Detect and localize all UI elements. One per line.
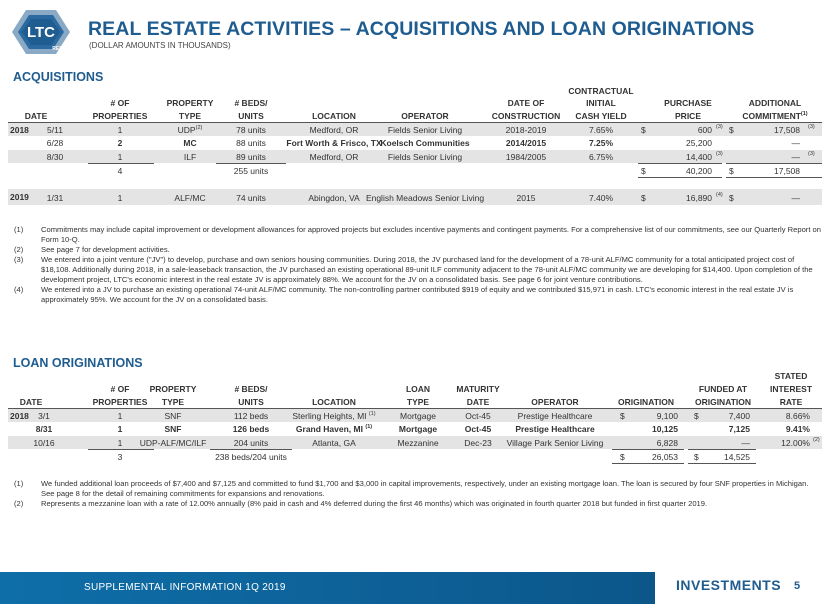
loan-row-maturity: Oct-45 (464, 424, 492, 434)
loan-row-currency: $ (694, 411, 699, 421)
loan-row-location-text: Grand Haven, MI (295, 424, 363, 434)
footer-section: INVESTMENTS (676, 577, 782, 593)
loan-footnote-text: Represents a mezzanine loan with a rate of 12.00% annually (8% paid in cash and 4% deferred during the first 46 months) which was originated in fourth quarter 2018 but funded in first quarter 2019. (41, 499, 708, 508)
acq-total-rule (216, 163, 286, 164)
page-number: 5 (794, 580, 801, 592)
acq-col-operator: OPERATOR (401, 111, 449, 121)
acq-col-beds-line1: # BEDS/ (234, 98, 268, 108)
loan-total-currency: $ (694, 452, 699, 462)
acq-col-props-line2: PROPERTIES (92, 111, 148, 121)
acq-row-price: 600 (697, 125, 712, 135)
loan-row-rate: 8.66% (785, 411, 810, 421)
acq-2019-price-sup: (4) (716, 192, 723, 198)
loan-col-operator: OPERATOR (531, 397, 579, 407)
acq-row-location: Medford, OR (309, 125, 359, 135)
acq-row-operator: Koelsch Communities (380, 138, 470, 148)
acq-footnote-num: (4) (14, 285, 24, 294)
acq-total-units: 255 units (233, 166, 269, 176)
loan-row-location-sup: (1) (368, 411, 376, 418)
acq-2019-currency: $ (729, 193, 734, 203)
acq-row-construction: 2018-2019 (505, 125, 547, 135)
acq-row-currency: $ (729, 125, 734, 135)
loan-total-funded: 14,525 (724, 452, 750, 462)
acq-row-props: 1 (117, 125, 123, 135)
loan-row-funded: — (741, 438, 750, 448)
acq-2019-year: 2019 (10, 192, 29, 202)
loan-row-operator: Prestige Healthcare (517, 411, 593, 421)
acq-col-props-line1: # OF (110, 98, 130, 108)
acq-row-operator: Fields Senior Living (387, 152, 463, 162)
loans-heading: LOAN ORIGINATIONS (13, 356, 143, 370)
acq-footnote-text: We entered into a joint venture ("JV") to develop, purchase and own seniors housing communities. During 2018, the JV purchased land for the development of a 78-unit ALF/MC community for a total anticipated project cost of $18,108. Additionally during 2018, in a sale-leaseback transaction, the JV purchased an existing operational 89-unit ILF community adjacent to the 78-unit ALF/MC community we are developing for $14,400. Upon completion of the development project, LTC's economic interest in the real estate JV is approximately 88%. We account for the JV on a consolidated basis. See page 6 for joint venture contributions. (41, 255, 813, 284)
loan-row-location: Atlanta, GA (312, 438, 356, 448)
loan-row-location-text: Sterling Heights, MI (292, 411, 367, 421)
loan-footnote-num: (1) (14, 479, 24, 488)
loan-col-funded-line1: FUNDED AT (698, 384, 748, 394)
acq-footnote-num: (1) (14, 225, 24, 234)
acq-row-operator: Fields Senior Living (387, 125, 463, 135)
loan-col-maturity-line1: MATURITY (456, 384, 500, 394)
acq-total-rule (88, 163, 154, 164)
loan-row-maturity: Dec-23 (464, 438, 492, 448)
acq-col-commit-line2 (742, 111, 807, 122)
acq-row-type-sup: (2) (195, 125, 203, 132)
acq-row-units: 88 units (236, 138, 266, 148)
acq-footnote-num: (3) (14, 255, 24, 264)
acq-col-beds-line2: UNITS (238, 111, 264, 121)
loan-row-currency: $ (620, 411, 625, 421)
loan-col-props-line2: PROPERTIES (92, 397, 148, 407)
acq-col-price-line2: PRICE (675, 111, 701, 121)
loan-row-props: 1 (117, 411, 123, 421)
acq-row-type: ILF (183, 152, 197, 162)
acq-col-location: LOCATION (312, 111, 356, 121)
page-subtitle: (DOLLAR AMOUNTS IN THOUSANDS) (89, 41, 231, 50)
acq-row-yield: 7.25% (588, 138, 614, 148)
loan-col-type-line2: TYPE (161, 397, 185, 407)
loan-row-rate: 12.00% (781, 438, 810, 448)
loan-footnote-text: We funded additional loan proceeds of $7,400 and $7,125 and committed to fund $1,700 and $3,000 in capital improvements, respectively, under an existing mortgage loan. The loan is secured by four SNF properties in Michigan. See page 8 for the detail of remaining commitments for expansions and renovations. (41, 479, 809, 498)
acquisitions-heading: ACQUISITIONS (13, 70, 104, 84)
loan-col-date: DATE (19, 397, 43, 407)
loan-col-type-line1: PROPERTY (149, 384, 197, 394)
loan-col-rate-line1: INTEREST (769, 384, 813, 394)
acq-row-currency: $ (641, 125, 646, 135)
loan-row-operator: Prestige Healthcare (515, 424, 595, 434)
loan-row-origination: 10,125 (652, 424, 678, 434)
loan-row-origination: 6,828 (656, 438, 678, 448)
ltc-logo (8, 6, 74, 58)
acq-row-units: 89 units (236, 152, 266, 162)
loan-col-maturity-line2: DATE (466, 397, 490, 407)
acq-col-construction-line2: CONSTRUCTION (491, 111, 561, 121)
loan-row-loantype: Mortgage (400, 411, 436, 421)
loan-row-date: 10/16 (33, 438, 55, 448)
loan-row-type: UDP-ALF/MC/ILF (139, 438, 207, 448)
acq-2019-price: 16,890 (686, 193, 712, 203)
loan-total-props: 3 (117, 452, 123, 462)
loan-col-location: LOCATION (312, 397, 356, 407)
acq-row-props: 1 (117, 152, 123, 162)
loan-total-units: 238 beds/204 units (215, 452, 287, 462)
acq-row-units: 78 units (236, 125, 266, 135)
acq-col-price-line1: PURCHASE (664, 98, 712, 108)
acq-total-currency: $ (641, 166, 646, 176)
loan-col-beds-line1: # BEDS/ (234, 384, 268, 394)
acq-row-construction: 2014/2015 (505, 138, 547, 148)
acq-row-type: MC (183, 138, 197, 148)
acq-total-currency: $ (729, 166, 734, 176)
acq-total-price: 40,200 (686, 166, 712, 176)
acq-2019-props: 1 (117, 193, 123, 203)
acq-2019-construction: 2015 (516, 193, 536, 203)
acq-row-commit: 17,508 (774, 125, 800, 135)
acq-col-date: DATE (24, 111, 48, 121)
loan-row-units: 112 beds (233, 411, 269, 421)
svg-text:LTC: LTC (26, 24, 56, 41)
loan-row-loantype: Mezzanine (397, 438, 439, 448)
acq-footnote-text: See page 7 for development activities. (41, 245, 170, 254)
acq-row-props: 2 (117, 138, 123, 148)
acq-row-date: 6/28 (46, 138, 64, 148)
acq-col-commit-text: COMMITMENT (742, 111, 801, 121)
loan-row-rate: 9.41% (785, 424, 810, 434)
page-title: REAL ESTATE ACTIVITIES – ACQUISITIONS AND LOAN ORIGINATIONS (88, 18, 755, 40)
acq-row-price-sup: (3) (716, 124, 723, 130)
loan-col-rate-line2: RATE (779, 397, 803, 407)
loan-total-rule (210, 449, 292, 450)
footer-label: SUPPLEMENTAL INFORMATION 1Q 2019 (84, 582, 286, 593)
acq-footnote-text: Commitments may include capital improvement or development allowances for approved projects but excludes incentive payments and contingent payments. For a comprehensive list of our commitments, see our Quarterly Report on Form 10-Q. (41, 225, 821, 244)
acq-row-location: Fort Worth & Frisco, TX (286, 138, 382, 148)
loan-row-location (296, 424, 372, 434)
loan-row-type: SNF (164, 411, 182, 421)
acq-2019-operator: English Meadows Senior Living (365, 193, 485, 203)
loan-col-rate-line0: STATED (774, 371, 808, 381)
loan-row-units: 204 units (233, 438, 269, 448)
acq-row-yield: 6.75% (588, 152, 614, 162)
loan-row-props: 1 (117, 424, 123, 434)
acq-row-location: Medford, OR (309, 152, 359, 162)
acq-col-yield-line0: CONTRACTUAL (568, 86, 634, 96)
acq-row-commit: — (791, 138, 800, 148)
ltc-logo-icon (8, 6, 74, 58)
acq-footnote-num: (2) (14, 245, 24, 254)
acq-col-commit-line1: ADDITIONAL (748, 98, 802, 108)
loan-col-funded-line2: ORIGINATION (694, 397, 752, 407)
acq-row-date: 8/30 (46, 152, 64, 162)
loan-total-rule (688, 449, 756, 450)
acq-2019-yield: 7.40% (588, 193, 614, 203)
acq-col-construction-line1: DATE OF (507, 98, 545, 108)
acq-2019-location: Abingdon, VA (308, 193, 360, 203)
acq-col-commit-sup: (1) (800, 111, 808, 118)
loan-row-funded: 7,400 (728, 411, 750, 421)
loan-row-maturity: Oct-45 (465, 411, 491, 421)
acq-row-price-sup: (3) (716, 151, 723, 157)
loan-row-loantype: Mortgage (398, 424, 438, 434)
loan-row-props: 1 (117, 438, 123, 448)
acq-total-rule (726, 163, 822, 164)
acq-total-props: 4 (117, 166, 123, 176)
loan-col-loantype-line1: LOAN (405, 384, 431, 394)
acq-total-rule (638, 163, 722, 164)
acq-total-commit: 17,508 (774, 166, 800, 176)
acq-row-year: 2018 (10, 125, 29, 135)
loan-total-currency: $ (620, 452, 625, 462)
svg-text:REIT: REIT (52, 46, 64, 52)
acq-2019-units: 74 units (236, 193, 266, 203)
loan-total-rule (612, 449, 684, 450)
acq-row-price: 14,400 (686, 152, 712, 162)
loan-row-date: 3/1 (38, 411, 50, 421)
acq-2019-commit: — (791, 193, 800, 203)
loan-row-operator: Village Park Senior Living (506, 438, 604, 448)
loan-row-year: 2018 (10, 411, 29, 421)
loan-col-loantype-line2: TYPE (406, 397, 430, 407)
acq-row-commit-sup: (3) (808, 124, 815, 130)
acq-col-yield-line2: CASH YIELD (575, 111, 627, 121)
acq-2019-currency: $ (641, 193, 646, 203)
acq-2019-date: 1/31 (46, 193, 64, 203)
acq-total-rule (726, 177, 822, 178)
acq-col-type-line2: TYPE (178, 111, 202, 121)
acq-2019-type: ALF/MC (174, 193, 206, 203)
loan-row-funded: 7,125 (728, 424, 750, 434)
acq-row-yield: 7.65% (588, 125, 614, 135)
acq-col-yield-line1: INITIAL (586, 98, 616, 108)
loan-col-props-line1: # OF (110, 384, 130, 394)
loan-col-beds-line2: UNITS (238, 397, 264, 407)
loan-row-origination: 9,100 (656, 411, 678, 421)
acq-row-price: 25,200 (686, 138, 712, 148)
loan-total-rule (612, 463, 684, 464)
acq-row-date: 5/11 (47, 125, 63, 135)
loan-footnote-num: (2) (14, 499, 24, 508)
loan-total-origination: 26,053 (652, 452, 678, 462)
acq-row-commit: — (791, 152, 800, 162)
loan-row-location (292, 411, 375, 421)
acq-row-type-text: UDP (177, 125, 196, 135)
acq-col-type-line1: PROPERTY (166, 98, 214, 108)
acq-row-commit-sup: (3) (808, 151, 815, 157)
loan-total-rule (688, 463, 756, 464)
loan-row-units: 126 beds (232, 424, 270, 434)
loan-col-origination: ORIGINATION (617, 397, 675, 407)
acq-row-construction: 1984/2005 (505, 152, 547, 162)
loan-row-date: 8/31 (35, 424, 53, 434)
loan-row-location-sup: (1) (365, 424, 373, 431)
loan-row-rate-sup: (2) (813, 437, 820, 443)
acq-row-type (178, 125, 203, 135)
loan-total-rule (88, 449, 154, 450)
acq-total-rule (638, 177, 722, 178)
acq-footnote-text: We entered into a JV to purchase an existing operational 74-unit ALF/MC community. The non-controlling partner contributed $919 of equity and we contributed $15,971 in cash. LTC's economic interest in the real estate JV is approximately 95%. We account for the JV on a consolidated basis. (41, 285, 794, 304)
loan-row-type: SNF (164, 424, 182, 434)
